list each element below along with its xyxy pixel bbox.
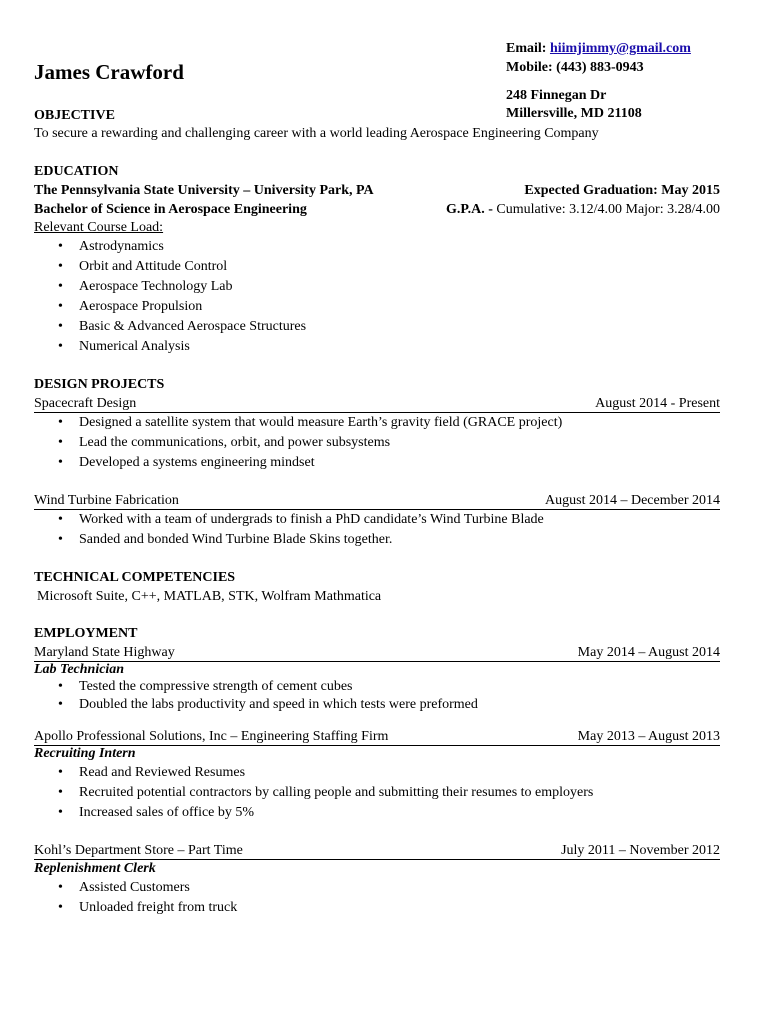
list-item: • Recruited potential contractors by calling people and submitting their resumes to employers bbox=[34, 783, 593, 803]
project-bullets-wind-turbine bbox=[34, 510, 544, 550]
list-item: • Sanded and bonded Wind Turbine Blade Skins together. bbox=[34, 530, 544, 550]
job-dates: May 2013 – August 2013 bbox=[577, 729, 720, 744]
technical-text: Microsoft Suite, C++, MATLAB, STK, Wolfram Mathmatica bbox=[37, 589, 382, 604]
project-header-wind-turbine bbox=[34, 493, 720, 510]
project-dates: August 2014 – December 2014 bbox=[545, 493, 720, 508]
employer-name: Maryland State Highway bbox=[34, 645, 175, 660]
objective-heading: OBJECTIVE bbox=[34, 108, 115, 123]
job-dates: May 2014 – August 2014 bbox=[577, 645, 720, 660]
objective-text: To secure a rewarding and challenging career with a world leading Aerospace Engineering Company bbox=[34, 126, 599, 141]
email-line bbox=[506, 40, 691, 57]
list-item: • Increased sales of office by 5% bbox=[34, 803, 593, 823]
school-name: The Pennsylvania State University – University Park, PA bbox=[34, 183, 374, 198]
list-item: • Tested the compressive strength of cement cubes bbox=[34, 677, 478, 695]
mobile-line: Mobile: (443) 883-0943 bbox=[506, 60, 644, 75]
degree-name: Bachelor of Science in Aerospace Engineering bbox=[34, 202, 307, 217]
job-dates: July 2011 – November 2012 bbox=[561, 843, 720, 858]
employer-name: Apollo Professional Solutions, Inc – Engineering Staffing Firm bbox=[34, 729, 389, 744]
course-load-label: Relevant Course Load: bbox=[34, 220, 164, 235]
applicant-name: James Crawford bbox=[34, 60, 184, 84]
email-label: Email: bbox=[506, 41, 550, 56]
email-link[interactable]: hiimjimmy@gmail.com bbox=[549, 41, 691, 56]
education-degree-row bbox=[34, 202, 720, 218]
job-bullets-apollo bbox=[34, 763, 593, 823]
job-bullets-kohls bbox=[34, 878, 237, 918]
project-dates: August 2014 - Present bbox=[595, 396, 720, 411]
job-role: Recruiting Intern bbox=[34, 746, 136, 761]
job-role: Replenishment Clerk bbox=[34, 861, 156, 876]
list-item: • Developed a systems engineering mindset bbox=[34, 453, 562, 473]
graduation-date: Expected Graduation: May 2015 bbox=[524, 183, 720, 198]
list-item: • Designed a satellite system that would measure Earth’s gravity field (GRACE project) bbox=[34, 413, 562, 433]
list-item: • Worked with a team of undergrads to finish a PhD candidate’s Wind Turbine Blade bbox=[34, 510, 544, 530]
list-item: • Numerical Analysis bbox=[34, 337, 306, 357]
employment-heading: EMPLOYMENT bbox=[34, 626, 138, 641]
job-header-maryland bbox=[34, 645, 720, 662]
list-item: • Doubled the labs productivity and speed in which tests were preformed bbox=[34, 695, 478, 715]
project-title: Spacecraft Design bbox=[34, 396, 137, 411]
list-item: • Unloaded freight from truck bbox=[34, 898, 237, 918]
job-role: Lab Technician bbox=[34, 662, 125, 677]
project-bullets-spacecraft bbox=[34, 413, 562, 473]
address-line-2: Millersville, MD 21108 bbox=[506, 106, 642, 121]
design-projects-heading: DESIGN PROJECTS bbox=[34, 377, 165, 392]
address-line-1: 248 Finnegan Dr bbox=[506, 88, 607, 103]
education-heading: EDUCATION bbox=[34, 164, 119, 179]
gpa bbox=[446, 202, 720, 218]
job-header-kohls bbox=[34, 843, 720, 860]
education-school-row bbox=[34, 183, 720, 199]
list-item: • Orbit and Attitude Control bbox=[34, 257, 306, 277]
list-item: • Assisted Customers bbox=[34, 878, 237, 898]
gpa-values: Cumulative: 3.12/4.00 Major: 3.28/4.00 bbox=[496, 202, 720, 217]
list-item: • Basic & Advanced Aerospace Structures bbox=[34, 317, 306, 337]
course-list bbox=[34, 237, 306, 357]
project-header-spacecraft bbox=[34, 396, 720, 413]
technical-heading: TECHNICAL COMPETENCIES bbox=[34, 570, 236, 585]
list-item: • Read and Reviewed Resumes bbox=[34, 763, 593, 783]
job-bullets-maryland bbox=[34, 677, 478, 715]
job-header-apollo bbox=[34, 729, 720, 746]
list-item: • Aerospace Technology Lab bbox=[34, 277, 306, 297]
employer-name: Kohl’s Department Store – Part Time bbox=[34, 843, 243, 858]
list-item: • Astrodynamics bbox=[34, 237, 306, 257]
gpa-label: G.P.A. - bbox=[445, 202, 497, 217]
list-item: • Lead the communications, orbit, and power subsystems bbox=[34, 433, 562, 453]
list-item: • Aerospace Propulsion bbox=[34, 297, 306, 317]
project-title: Wind Turbine Fabrication bbox=[34, 493, 179, 508]
